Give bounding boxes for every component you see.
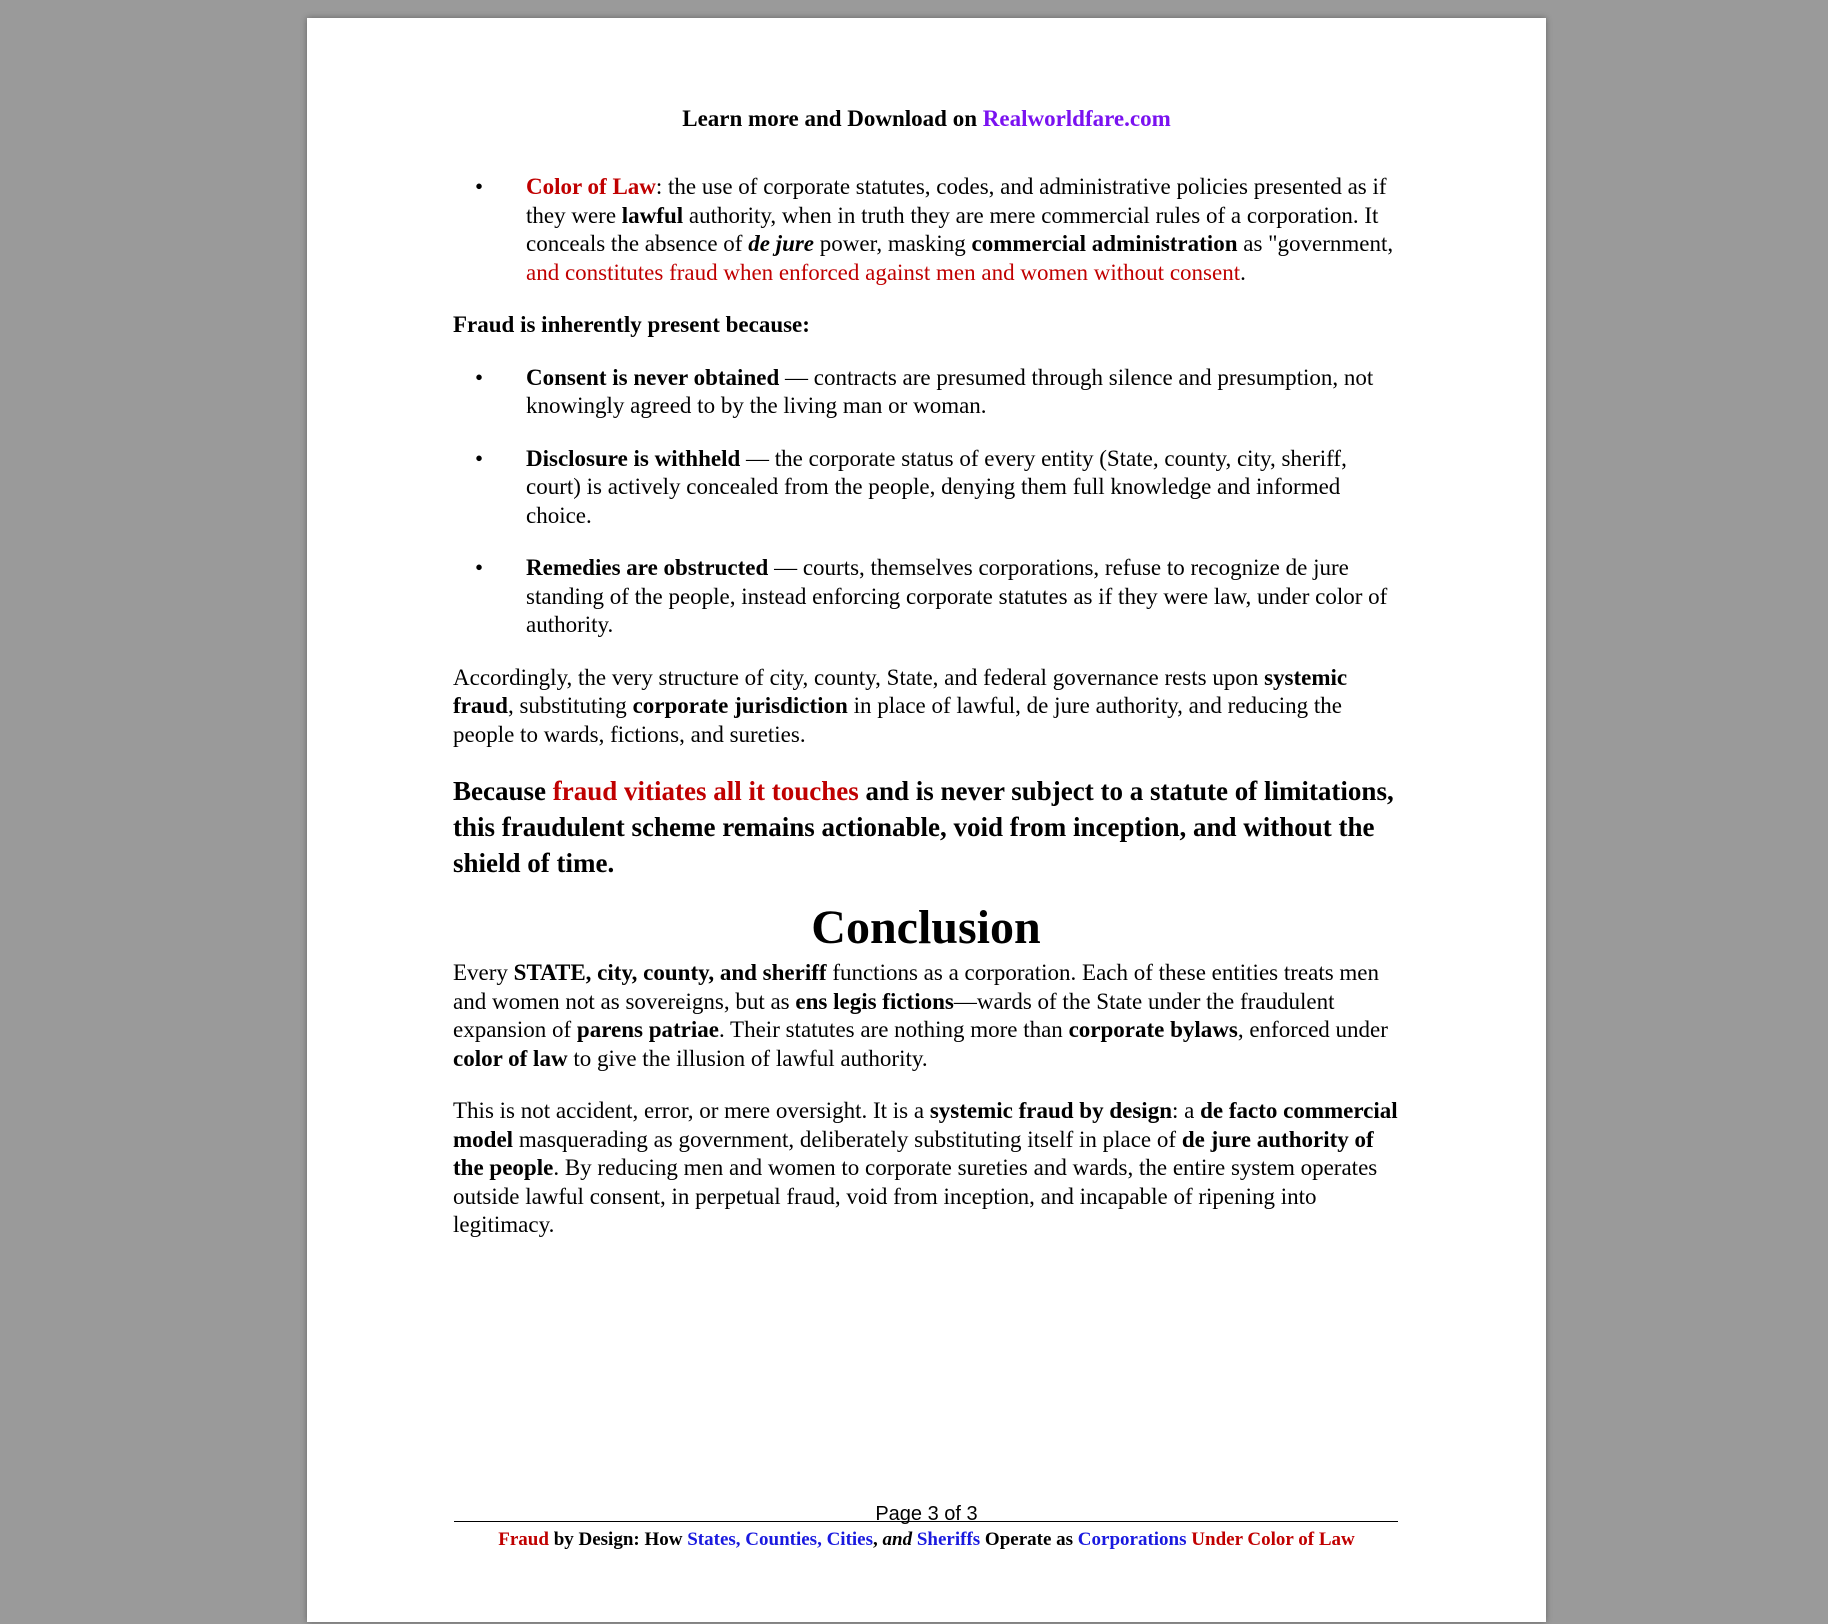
fraud-lead-heading: Fraud is inherently present because: bbox=[453, 312, 810, 337]
conclusion-paragraph-1: Every STATE, city, county, and sheriff functions as a corporation. Each of these entities treats men and women not as sovereigns, but as ens legis fictions—wards of the State under the fraudulent expansion of parens patriae. Their statutes are nothing more than corporate bylaws, enforced under color of law to give the illusion of lawful authority. bbox=[453, 960, 1388, 1071]
page-footer: Fraud by Design: How States, Counties, Cities, and Sheriffs Operate as Corporations Under Color of Law bbox=[498, 1529, 1355, 1550]
page-header: Learn more and Download on Realworldfare.com bbox=[682, 106, 1171, 131]
website-link[interactable]: Realworldfare.com bbox=[982, 106, 1171, 131]
conclusion-paragraph-2: This is not accident, error, or mere oversight. It is a systemic fraud by design: a de facto commercial model masquerading as government, deliberately substituting itself in place of de jure authority of the people. By reducing men and women to corporate sureties and wards, the entire system operates outside lawful consent, in perpetual fraud, void from inception, and incapable of ripening into legitimacy. bbox=[453, 1098, 1398, 1237]
term-color-of-law: Color of Law bbox=[526, 174, 656, 199]
footer-divider bbox=[454, 1521, 1398, 1522]
accordingly-paragraph: Accordingly, the very structure of city, county, State, and federal governance rests upon systemic fraud, substituting corporate jurisdiction in place of lawful, de jure authority, and reducing the people to wards, fictions, and sureties. bbox=[453, 664, 1348, 747]
page-number: Page 3 of 3 bbox=[875, 1503, 978, 1525]
because-statement: Because fraud vitiates all it touches and is never subject to a statute of limitations, this fraudulent scheme remains actionable, void from inception, and without the shield of time. bbox=[453, 776, 1394, 878]
list-item-disclosure: • Disclosure is withheld — the corporate status of every entity (State, county, city, sheriff, court) is actively concealed from the people, denying them full knowledge and informed choice. bbox=[453, 445, 1399, 531]
document-body bbox=[453, 173, 1399, 1264]
list-item-consent: • Consent is never obtained — contracts are presumed through silence and presumption, not knowingly agreed to by the living man or woman. bbox=[453, 364, 1399, 421]
color-of-law-list bbox=[453, 173, 1399, 287]
document-page bbox=[307, 18, 1546, 1622]
conclusion-heading: Conclusion bbox=[811, 901, 1041, 954]
list-item-remedies: • Remedies are obstructed — courts, themselves corporations, refuse to recognize de jure standing of the people, instead enforcing corporate statutes as if they were law, under color of authority. bbox=[453, 554, 1399, 640]
fraud-reasons-list bbox=[453, 364, 1399, 640]
list-item-color-of-law: • Color of Law: the use of corporate statutes, codes, and administrative policies presented as if they were lawful authority, when in truth they are mere commercial rules of a corporation. It conceals the absence of de jure power, masking commercial administration as "government, and constitutes fraud when enforced against men and women without consent. bbox=[453, 173, 1399, 287]
